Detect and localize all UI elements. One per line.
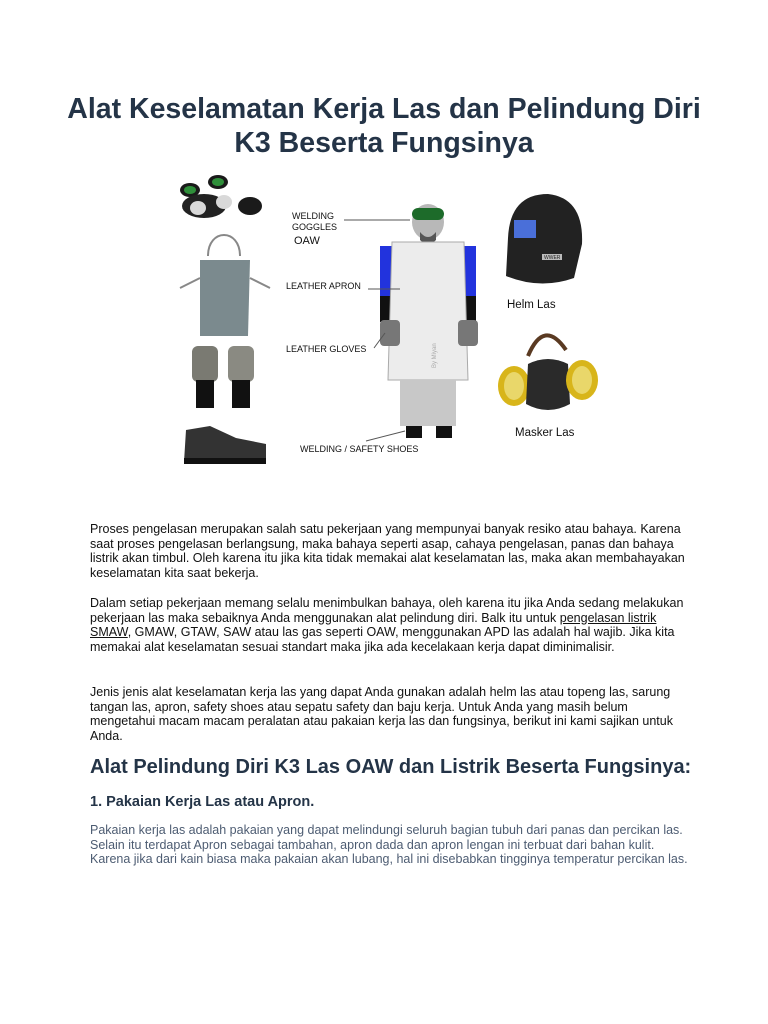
svg-text:By Miyan: By Miyan — [432, 343, 438, 368]
label-leather-gloves: LEATHER GLOVES — [286, 344, 367, 354]
paragraph-2-text-a: Dalam setiap pekerjaan memang selalu menimbulkan bahaya, oleh karena itu jika Anda sedang melakukan pekerjaan las maka sebaiknya Anda menggunakan alat pelindung diri. Balk itu untuk — [90, 596, 684, 625]
apron-icon — [180, 235, 270, 336]
respirator-mask-icon — [498, 335, 598, 410]
gloves-icon — [192, 346, 254, 408]
link-pengelasan-listrik-smaw[interactable]: pengelasan listrik SMAW — [90, 610, 657, 640]
label-safety-shoes: WELDING / SAFETY SHOES — [300, 444, 419, 454]
welder-figure — [380, 204, 478, 438]
page-title: Alat Keselamatan Kerja Las dan Pelindung Diri K3 Beserta Fungsinya — [67, 93, 701, 159]
welding-helmet-icon — [506, 194, 582, 284]
goggles-icon — [180, 175, 262, 218]
paragraph-4: Pakaian kerja las adalah pakaian yang dapat melindungi seluruh bagian tubuh dari panas dan percikan las. Selain itu terdapat Apron sebagai tambahan, apron dada dan apron lengan ini terbuat dari bahan kulit. Karena jika dari kain biasa maka pakaian akan lubang, hal ini disebabkan tingginya temperatur percikan las. — [90, 823, 688, 867]
label-leather-apron: LEATHER APRON — [286, 281, 361, 291]
label-welding-goggles-1: WELDING — [292, 211, 335, 221]
welding-ppe-figure — [170, 168, 610, 468]
helmet-brand: WWER — [544, 255, 561, 261]
paragraph-3: Jenis jenis alat keselamatan kerja las yang dapat Anda gunakan adalah helm las atau topeng las, sarung tangan las, apron, safety shoes atau sepatu safety dan baju kerja. Untuk Anda yang masih belum mengetahui macam macam peralatan atau pakaian kerja las dan fungsinya, berikut ini kami sajikan untuk Anda. — [90, 685, 673, 743]
subsection-heading: 1. Pakaian Kerja Las atau Apron. — [90, 794, 315, 810]
label-oaw: OAW — [294, 235, 320, 247]
paragraph-2-text-b: , GMAW, GTAW, SAW atau las gas seperti OAW, menggunakan APD las adalah hal wajib. Jika kita memakai alat keselamatan sesuai standart maka jika ada kecelakaan kerja dapat diminimalisir. — [90, 625, 675, 654]
paragraph-1: Proses pengelasan merupakan salah satu pekerjaan yang mempunyai banyak resiko atau bahaya. Karena saat proses pengelasan berlangsung, maka bahaya seperti asap, cahaya pengelasan, panas dan bahaya listrik akan timbul. Oleh karena itu jika kita tidak memakai alat keselamatan las, maka akan membahayakan keselamatan kita saat bekerja. — [90, 522, 685, 580]
paragraph-2 — [90, 596, 690, 654]
safety-shoe-icon — [184, 426, 266, 464]
label-masker-las: Masker Las — [515, 427, 575, 439]
section-heading: Alat Pelindung Diri K3 Las OAW dan Listrik Beserta Fungsinya: — [90, 756, 692, 778]
label-helm-las: Helm Las — [507, 299, 556, 311]
label-welding-goggles-2: GOGGLES — [292, 222, 338, 232]
